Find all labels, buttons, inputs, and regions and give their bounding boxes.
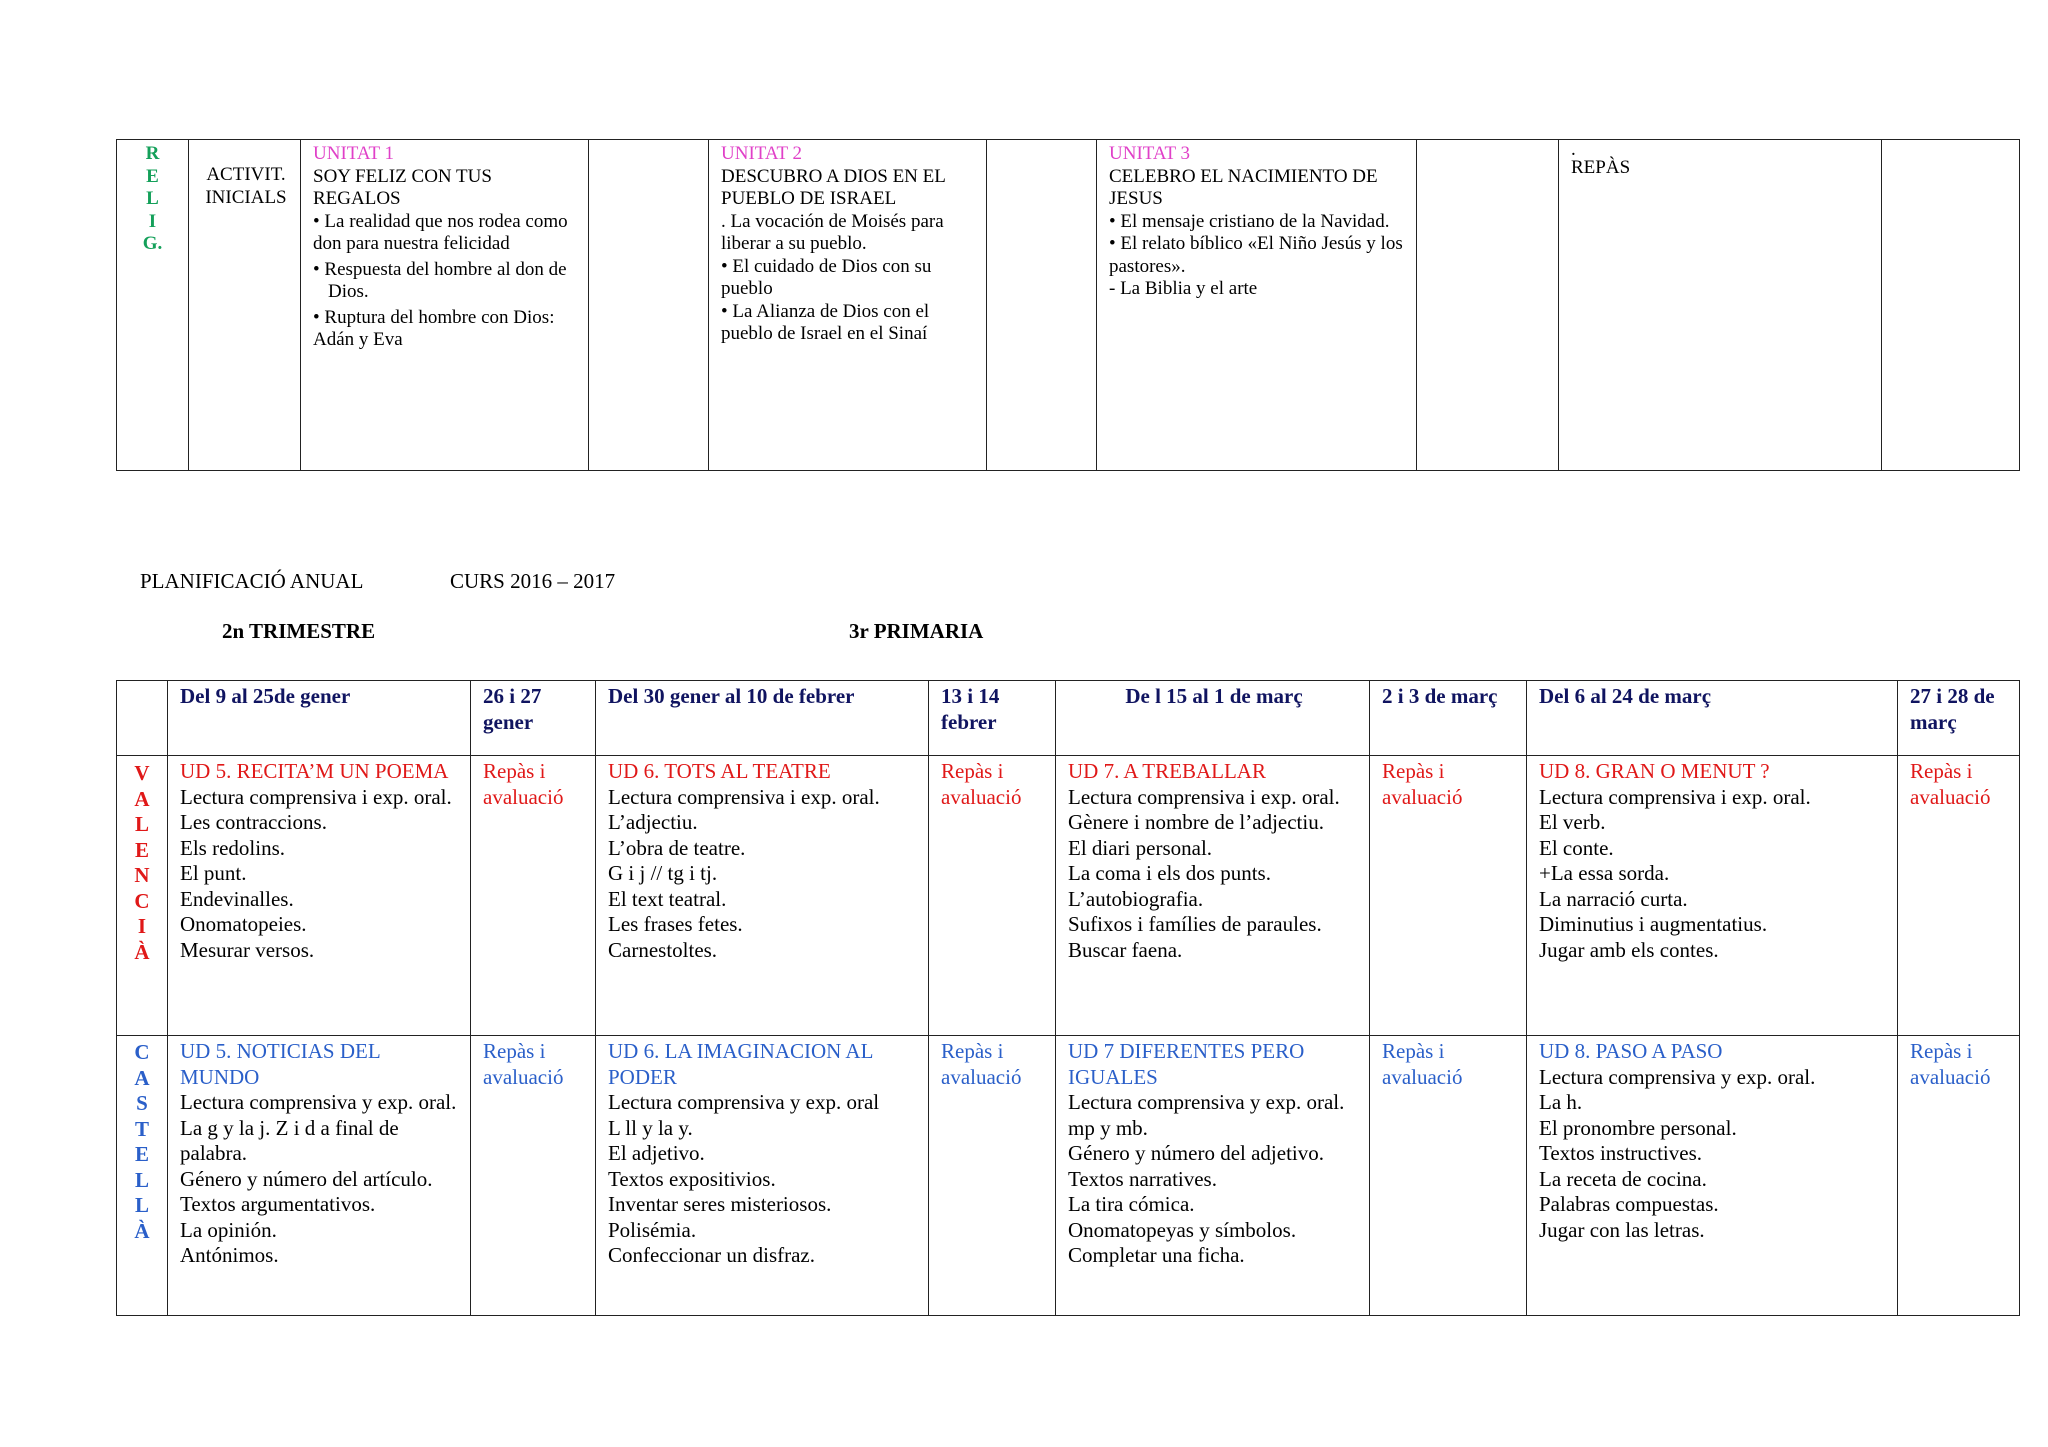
review-label: REPÀS	[1571, 157, 1631, 178]
activities-cell	[189, 140, 301, 471]
unit-title: UNITAT 2	[721, 143, 802, 164]
unit-cell: UD 5. RECITA’M UN POEMA Lectura comprensiva i exp. oral. Les contraccions. Els redolins. El punt. Endevinalles. Onomatopeies. Mesurar versos.	[168, 756, 471, 1036]
review-cell	[1559, 140, 1882, 471]
review-label: Repàs i avaluació	[941, 1039, 1022, 1089]
corner-cell	[117, 681, 168, 756]
unit-cell: UD 7. A TREBALLAR Lectura comprensiva i exp. oral. Gènere i nombre de l’adjectiu. El diari personal. La coma i els dos punts. L’autobiografia. Sufixos i famílies de paraules. Buscar faena.	[1056, 756, 1370, 1036]
review-cell	[1898, 1036, 2020, 1316]
column-header: Del 30 gener al 10 de febrer	[596, 681, 929, 756]
religion-table	[116, 139, 2020, 471]
castella-vertical-label: C A S T E L L À	[117, 1036, 168, 1316]
religion-vertical-label: R E L I G.	[117, 140, 189, 471]
unit-2-cell	[709, 140, 987, 471]
review-cell	[929, 756, 1056, 1036]
unit-items	[1109, 211, 1407, 301]
unit-items	[313, 211, 579, 352]
unit-title: UD 5. RECITA’M UN POEMA	[180, 759, 449, 783]
review-label: Repàs i avaluació	[1382, 1039, 1463, 1089]
course-label: CURS 2016 – 2017	[450, 569, 616, 593]
review-cell	[1370, 1036, 1527, 1316]
unit-item: . La vocación de Moisés para liberar a su pueblo.	[721, 210, 944, 254]
review-label: Repàs i avaluació	[483, 1039, 564, 1089]
planning-table	[116, 680, 2020, 1316]
review-label: Repàs i avaluació	[1910, 1039, 1991, 1089]
unit-name: DESCUBRO A DIOS EN EL PUEBLO DE ISRAEL	[721, 165, 946, 209]
unit-items	[721, 211, 977, 346]
plan-title: PLANIFICACIÓ ANUAL	[140, 569, 364, 593]
unit-title: UD 7 DIFERENTES PERO IGUALES	[1068, 1039, 1305, 1089]
review-cell	[1370, 756, 1527, 1036]
review-label: Repàs i avaluació	[1382, 759, 1463, 809]
grade-label: 3r PRIMARIA	[849, 619, 984, 643]
review-cell	[471, 756, 596, 1036]
activities-label: ACTIVIT. INICIALS	[205, 164, 287, 208]
unit-title: UD 5. NOTICIAS DEL MUNDO	[180, 1039, 380, 1089]
unit-title: UD 6. TOTS AL TEATRE	[608, 759, 831, 783]
unit-cell: UD 8. GRAN O MENUT ? Lectura comprensiva i exp. oral. El verb. El conte. +La essa sorda. La narració curta. Diminutius i augmentatius. Jugar amb els contes.	[1527, 756, 1898, 1036]
column-header: 26 i 27 gener	[471, 681, 596, 756]
unit-title: UD 7. A TREBALLAR	[1068, 759, 1266, 783]
empty-cell	[1417, 140, 1559, 471]
castella-row	[117, 1036, 2020, 1316]
empty-cell	[589, 140, 709, 471]
unit-cell: UD 6. LA IMAGINACION AL PODER Lectura comprensiva y exp. oral L ll y la y. El adjetivo. Textos expositivios. Inventar seres misteriosos. Polisémia. Confeccionar un disfraz.	[596, 1036, 929, 1316]
unit-item: • Respuesta del hombre al don de Dios.	[313, 259, 579, 304]
unit-1-cell	[301, 140, 589, 471]
valencia-vertical-label: V A L E N C I À	[117, 756, 168, 1036]
unit-item: • El mensaje cristiano de la Navidad.	[1109, 211, 1407, 234]
review-cell	[1898, 756, 2020, 1036]
empty-cell	[987, 140, 1097, 471]
unit-title: UD 8. PASO A PASO	[1539, 1039, 1723, 1063]
unit-title: UD 6. LA IMAGINACION AL PODER	[608, 1039, 873, 1089]
column-header: Del 6 al 24 de març	[1527, 681, 1898, 756]
trimester-label: 2n TRIMESTRE	[222, 619, 376, 643]
review-cell	[929, 1036, 1056, 1316]
header-row	[117, 681, 2020, 756]
unit-item: • El cuidado de Dios con su pueblo	[721, 256, 977, 301]
unit-name: SOY FELIZ CON TUS REGALOS	[313, 165, 492, 209]
column-header: 27 i 28 de març	[1898, 681, 2020, 756]
unit-name: CELEBRO EL NACIMIENTO DE JESUS	[1109, 165, 1378, 209]
unit-item: - La Biblia y el arte	[1109, 278, 1258, 299]
column-header: Del 9 al 25de gener	[168, 681, 471, 756]
review-cell	[471, 1036, 596, 1316]
valencia-row	[117, 756, 2020, 1036]
unit-3-cell	[1097, 140, 1417, 471]
unit-cell: UD 8. PASO A PASO Lectura comprensiva y exp. oral. La h. El pronombre personal. Textos instructives. La receta de cocina. Palabras compuestas. Jugar con las letras.	[1527, 1036, 1898, 1316]
review-label: Repàs i avaluació	[483, 759, 564, 809]
unit-cell: UD 7 DIFERENTES PERO IGUALES Lectura comprensiva y exp. oral. mp y mb. Género y número del adjetivo. Textos narratives. La tira cómica. Onomatopeyas y símbolos. Completar una ficha.	[1056, 1036, 1370, 1316]
unit-item: • La realidad que nos rodea como don para nuestra felicidad	[313, 211, 579, 256]
religion-row	[117, 140, 2020, 471]
unit-title: UNITAT 1	[313, 143, 394, 164]
unit-cell: UD 6. TOTS AL TEATRE Lectura comprensiva i exp. oral. L’adjectiu. L’obra de teatre. G i j // tg i tj. El text teatral. Les frases fetes. Carnestoltes.	[596, 756, 929, 1036]
column-header: De l 15 al 1 de març	[1056, 681, 1370, 756]
column-header: 2 i 3 de març	[1370, 681, 1527, 756]
unit-item: • El relato bíblico «El Niño Jesús y los pastores».	[1109, 233, 1407, 278]
review-label: Repàs i avaluació	[941, 759, 1022, 809]
column-header: 13 i 14 febrer	[929, 681, 1056, 756]
empty-cell	[1882, 140, 2020, 471]
unit-title: UNITAT 3	[1109, 143, 1190, 164]
unit-cell: UD 5. NOTICIAS DEL MUNDO Lectura comprensiva y exp. oral. La g y la j. Z i d a final de palabra. Género y número del artículo. Textos argumentativos. La opinión. Antónimos.	[168, 1036, 471, 1316]
review-dot: .	[1571, 139, 1576, 160]
unit-item: • La Alianza de Dios con el pueblo de Israel en el Sinaí	[721, 301, 977, 346]
review-label: Repàs i avaluació	[1910, 759, 1991, 809]
unit-item: • Ruptura del hombre con Dios: Adán y Eva	[313, 307, 579, 352]
unit-title: UD 8. GRAN O MENUT ?	[1539, 759, 1770, 783]
